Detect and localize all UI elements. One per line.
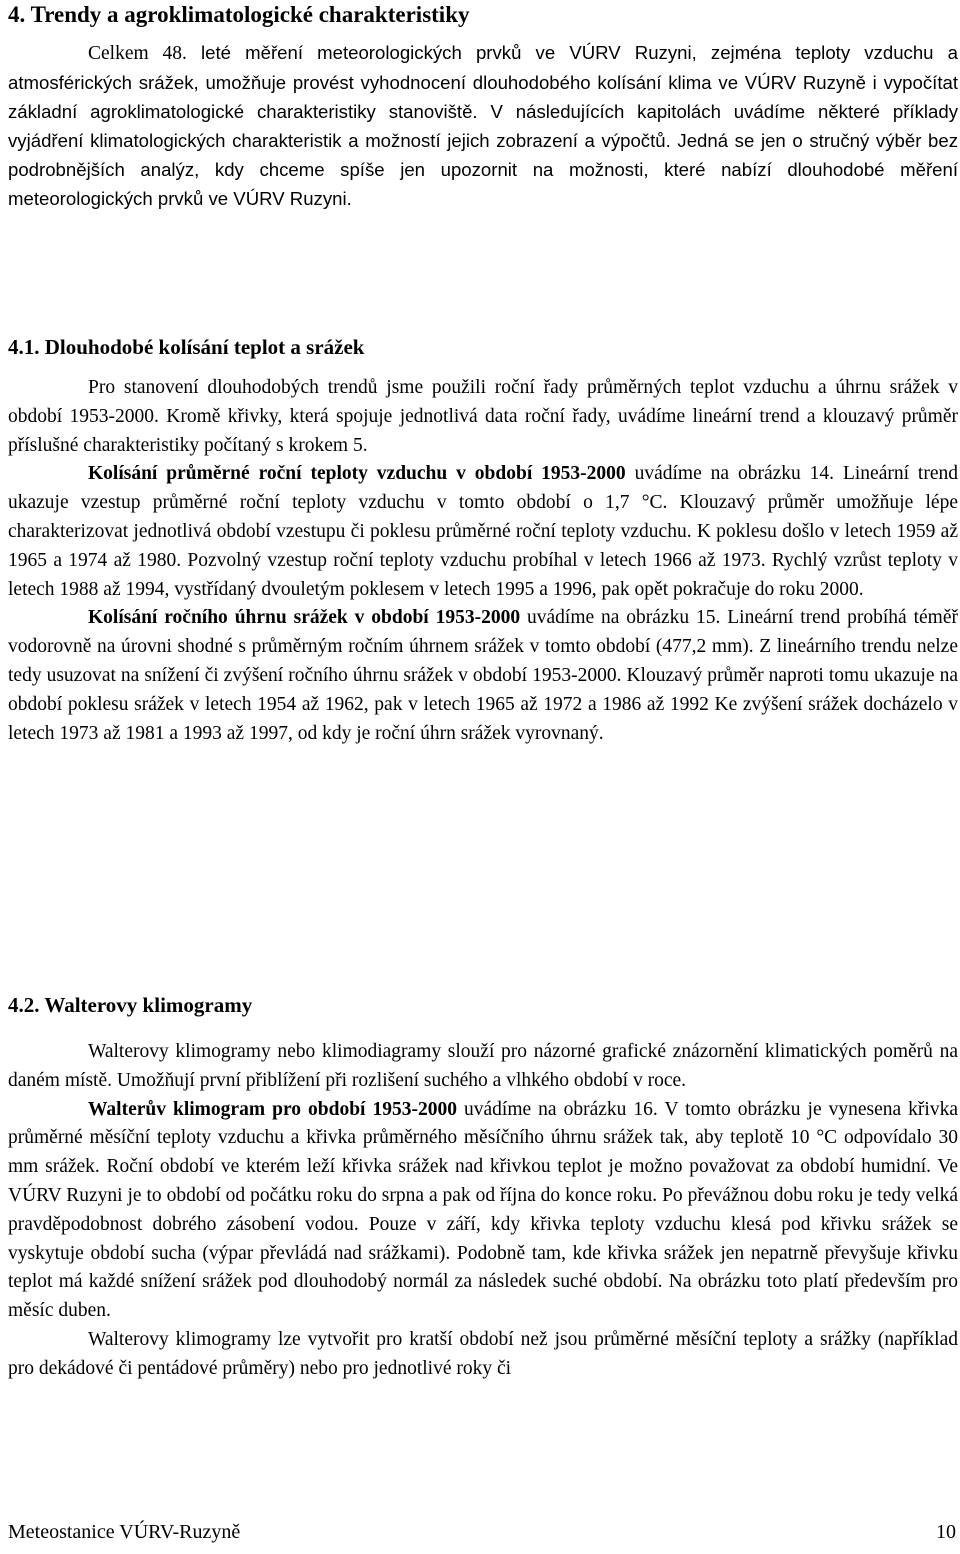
section-4-2-body [8, 1038, 958, 1384]
section-4-1-paragraph-1: Pro stanovení dlouhodobých trendů jsme použili roční řady průměrných teplot vzduchu a úhrnu srážek v období 1953-2000. Kromě křivky, která spojuje jednotlivá data roční řady, uvádíme lineární trend a klouzavý průměr příslušné charakteristiky počítaný s krokem 5. [8, 377, 958, 456]
section-4-1-paragraph-2 [8, 460, 958, 604]
section-4-1-p3-bold: Kolísání ročního úhrnu srážek v období 1953-2000 [88, 607, 521, 629]
section-4-2-paragraph-1: Walterovy klimogramy nebo klimodiagramy slouží pro názorné grafické znázornění klimatických poměrů na daném místě. Umožňují první přiblížení při rozlišení suchého a vlhkého období v roce. [8, 1041, 958, 1091]
section-4-1-body [8, 374, 958, 748]
section-4-2-p2-bold: Walterův klimogram pro období 1953-2000 [88, 1098, 457, 1120]
page-footer [8, 1521, 956, 1544]
section-4-2-paragraph-2 [8, 1096, 958, 1326]
section-4-2-p2-text: uvádíme na obrázku 16. V tomto obrázku je vynesena křivka průměrné měsíční teploty vzduchu a křivka průměrného měsíčního úhrnu srážek tak, aby teplotě 10 °C odpovídalo 30 mm srážek. Roční období ve kterém leží křivka srážek nad křivkou teplot je možno považovat za období humidní. Ve VÚRV Ruzyni je to období od počátku roku do srpna a pak od října do konce roku. Po převážnou dobu roku je tedy velká pravděpodobnost dobrého zásobení vodou. Pouze v září, kdy křivka teploty vzduchu klesá pod křivku srážek se vyskytuje období sucha (výpar převládá nad srážkami). Podobně tam, kde křivka srážek jen nepatrně převyšuje křivku teplot má každé snížení srážek pod dlouhodobý normál za následek suché období. Na obrázku toto platí především pro měsíc duben. [8, 1098, 958, 1322]
intro-start: Celkem 48. [88, 43, 187, 64]
section-4-2-title: 4.2. Walterovy klimogramy [8, 993, 253, 1017]
intro-paragraph-block [8, 38, 958, 213]
page-number: 10 [936, 1521, 956, 1543]
chapter-heading: 4. Trendy a agroklimatologické charakteristiky [8, 2, 470, 27]
section-4-1-paragraph-3 [8, 604, 958, 748]
section-4-1-title: 4.1. Dlouhodobé kolísání teplot a srážek [8, 335, 365, 359]
section-4-1-p3-text: uvádíme na obrázku 15. Lineární trend probíhá téměř vodorovně na úrovni shodné s průměrným ročním úhrnem srážek v tomto období (477,2 mm). Z lineárního trendu nelze tedy usuzovat na snížení či zvýšení ročního úhrnu srážek v období 1953-2000. Klouzavý průměr naproti tomu ukazuje na období poklesu srážek v letech 1954 až 1962, pak v letech 1965 až 1972 a 1986 až 1992 Ke zvýšení srážek docházelo v letech 1973 až 1981 a 1993 až 1997, od kdy je roční úhrn srážek vyrovnaný. [8, 607, 958, 744]
intro-text: leté měření meteorologických prvků ve VÚRV Ruzyni, zejména teploty vzduchu a atmosférických srážek, umožňuje provést vyhodnocení dlouhodobého kolísání klima ve VÚRV Ruzyně i vypočítat základní agroklimatologické charakteristiky stanoviště. V následujících kapitolách uvádíme některé příklady vyjádření klimatologických charakteristik a možností jejich zobrazení a výpočtů. Jedná se jen o stručný výběr bez podrobnějších analýz, kdy chceme spíše jen upozornit na možnosti, které nabízí dlouhodobé měření meteorologických prvků ve VÚRV Ruzyni. [8, 42, 958, 209]
section-4-1-p2-text: uvádíme na obrázku 14. Lineární trend ukazuje vzestup průměrné roční teploty vzduchu v tomto období o 1,7 °C. Klouzavý průměr umožňuje lépe charakterizovat jednotlivá období vzestupu či poklesu průměrné roční teploty vzduchu. K poklesu došlo v letech 1959 až 1965 a 1974 až 1980. Pozvolný vzestup roční teploty vzduchu probíhal v letech 1966 až 1973. Rychlý vzrůst teploty v letech 1988 až 1994, vystřídaný dvouletým poklesem v letech 1995 a 1996, pak opět pokračuje do roku 2000. [8, 463, 958, 600]
intro-paragraph [8, 38, 958, 213]
section-4-2-paragraph-3: Walterovy klimogramy lze vytvořit pro kratší období než jsou průměrné měsíční teploty a srážky (například pro dekádové či pentádové průměry) nebo pro jednotlivé roky či [8, 1328, 958, 1379]
footer-station-name: Meteostanice VÚRV-Ruzyně [8, 1521, 241, 1543]
section-4-1-p2-bold: Kolísání průměrné roční teploty vzduchu v období 1953-2000 [88, 463, 626, 485]
